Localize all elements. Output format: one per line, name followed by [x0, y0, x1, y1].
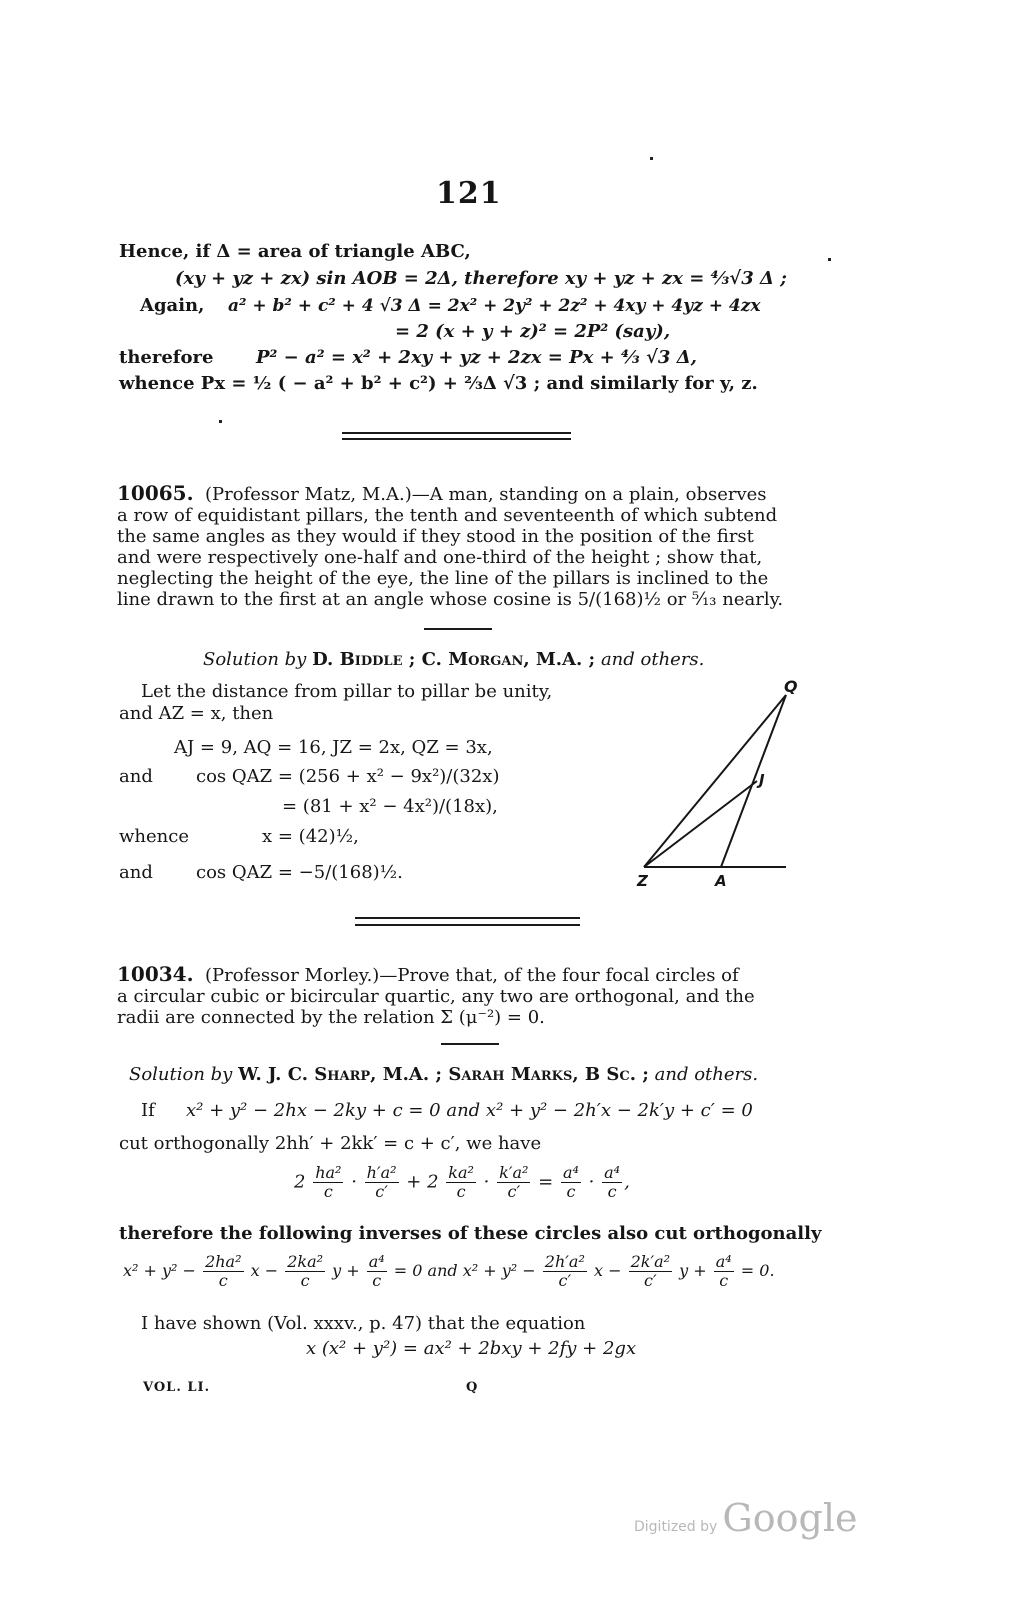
equation-line: (xy + yz + zx) sin AOB = 2Δ, therefore xy + yz + zx = ⁴⁄₃√3 Δ ;	[175, 268, 787, 289]
line-zq	[644, 695, 786, 867]
section-divider	[342, 438, 571, 440]
digitized-label: Digitized by	[634, 1519, 718, 1535]
problem-line: line drawn to the first at an angle whose cosine is 5/(168)½ or ⁵⁄₁₃ nearly.	[117, 589, 784, 610]
operator: =	[538, 1171, 554, 1193]
section-divider	[342, 432, 571, 434]
problem-line: a circular cubic or bicircular quartic, any two are orthogonal, and the	[117, 986, 755, 1007]
solution-line: = (81 + x² − 4x²)/(18x),	[282, 796, 498, 817]
fraction: $\frac{\text{a⁴}}{c}$	[604, 1163, 621, 1201]
coefficient: 2	[294, 1171, 306, 1193]
pillar-line	[721, 695, 786, 867]
fraction: $\frac{\text{a⁴}}{c}$	[715, 1252, 732, 1290]
text-line: whence Px = ½ ( − a² + b² + c²) + ⅔Δ √3 ; and similarly for y, z.	[119, 373, 758, 394]
problem-statement	[117, 964, 803, 1028]
problem-line: (Professor Matz, M.A.)—A man, standing on a plain, observes	[205, 484, 767, 505]
ink-speck	[650, 157, 653, 160]
fraction: $\frac{\text{a⁴}}{c}$	[368, 1252, 385, 1290]
punctuation: ,	[624, 1171, 630, 1193]
fraction: $\frac{\text{k′a²}}{c'}$	[499, 1163, 529, 1201]
solution-by-label: Solution by	[129, 1064, 233, 1085]
solution-line: whence	[119, 826, 189, 847]
fraction: $\frac{\text{2k′a²}}{c'}$	[630, 1252, 671, 1290]
solvers: W. J. C. Sharp, M.A. ; Sarah Marks, B Sc. ;	[238, 1064, 649, 1085]
label-z: Z	[637, 872, 648, 890]
solution-line: x = (42)½,	[262, 826, 359, 847]
problem-line: and were respectively one-half and one-third of the height ; show that,	[117, 547, 763, 568]
volume-footer: VOL. LI.	[143, 1380, 211, 1395]
fraction: $\frac{\text{2ka²}}{c}$	[287, 1252, 324, 1290]
solution-heading	[203, 649, 704, 671]
solution-line: cos QAZ = −5/(168)½.	[196, 862, 403, 883]
signature-mark: Q	[466, 1380, 479, 1395]
fraction: $\frac{\text{h′a²}}{c'}$	[366, 1163, 397, 1201]
solution-line: If	[141, 1100, 155, 1121]
fraction: $\frac{\text{ka²}}{c}$	[448, 1163, 474, 1201]
label-j: J	[759, 771, 765, 789]
problem-statement	[117, 483, 803, 610]
text-line: therefore	[119, 347, 214, 368]
solution-by-label: Solution by	[203, 649, 307, 670]
short-divider	[441, 1043, 499, 1045]
solution-line: cut orthogonally 2hh′ + 2kk′ = c + c′, we have	[119, 1133, 542, 1154]
dot-operator: ·	[483, 1171, 490, 1193]
equation-line: x² + y² − 2hx − 2ky + c = 0 and x² + y² − 2h′x − 2k′y + c′ = 0	[186, 1100, 753, 1121]
equation-line: P² − a² = x² + 2xy + yz + 2zx = Px + ⁴⁄₃ √3 Δ,	[256, 347, 697, 368]
google-logo: Google	[722, 1496, 858, 1540]
ink-speck	[219, 420, 222, 423]
dot-operator: ·	[351, 1171, 357, 1193]
solution-line: cos QAZ = (256 + x² − 9x²)/(32x)	[196, 766, 500, 787]
problem-line: neglecting the height of the eye, the line of the pillars is inclined to the	[117, 568, 769, 589]
fraction: $\frac{\text{a⁴}}{c}$	[562, 1163, 579, 1201]
and-others: and others.	[600, 649, 705, 670]
solution-line: I have shown (Vol. xxxv., p. 47) that the equation	[141, 1313, 586, 1334]
problem-line: (Professor Morley.)—Prove that, of the four focal circles of	[205, 965, 739, 986]
page-number: 121	[436, 176, 502, 211]
label-q: Q	[784, 677, 798, 696]
fraction-equation	[294, 1164, 630, 1201]
dot-operator: ·	[588, 1171, 595, 1193]
solution-heading	[129, 1064, 758, 1086]
solution-line: and	[119, 766, 153, 787]
equation-line: x (x² + y²) = ax² + 2bxy + 2fy + 2gx	[306, 1338, 637, 1359]
digitized-watermark	[634, 1496, 857, 1540]
fraction: $\frac{\text{ha²}}{c}$	[315, 1163, 342, 1201]
section-divider	[355, 924, 580, 926]
solution-line: AJ = 9, AQ = 16, JZ = 2x, QZ = 3x,	[174, 737, 493, 758]
operator: + 2	[406, 1171, 439, 1193]
fraction: $\frac{\text{2ha²}}{c}$	[205, 1252, 242, 1290]
text-line: Again,	[140, 295, 205, 316]
section-divider	[355, 917, 580, 919]
solvers: D. Biddle ; C. Morgan, M.A. ;	[312, 649, 596, 670]
text-line: Hence, if Δ = area of triangle ABC,	[119, 241, 471, 262]
solution-line: and AZ = x, then	[119, 703, 274, 724]
problem-number: 10034.	[117, 962, 194, 986]
pillar-diagram	[620, 670, 805, 895]
solution-line: therefore the following inverses of these circles also cut orthogonally	[119, 1223, 822, 1244]
problem-number: 10065.	[117, 481, 194, 505]
short-divider	[424, 628, 492, 630]
line-zj	[644, 781, 757, 867]
problem-line: a row of equidistant pillars, the tenth and seventeenth of which subtend	[117, 505, 778, 526]
label-a: A	[715, 872, 727, 890]
and-others: and others.	[654, 1064, 759, 1085]
equation-line: = 2 (x + y + z)² = 2P² (say),	[395, 321, 671, 342]
problem-line: radii are connected by the relation Σ (μ⁻²) = 0.	[117, 1007, 545, 1028]
equation-line: a² + b² + c² + 4 √3 Δ = 2x² + 2y² + 2z² + 4xy + 4yz + 4zx	[228, 296, 761, 316]
ink-speck	[828, 258, 831, 261]
fraction: $\frac{\text{2h′a²}}{c'}$	[544, 1252, 585, 1290]
solution-line: Let the distance from pillar to pillar be unity,	[141, 681, 553, 702]
problem-line: the same angles as they would if they stood in the position of the first	[117, 526, 754, 547]
solution-line: and	[119, 862, 153, 883]
inverse-equation: x² + y² − $\frac{\text{2ha²}}{c}$ x − $\frac{\text{2ka²}}{c}$ y + $\frac{\text{a⁴}}{c}$ = 0 and x² + y² − $\frac{\text{2h′a²}}{c'}$ x − $\frac{\text{2k′a²}}{c'}$ y + $\frac{\text{a⁴}}{c}$ = 0.	[123, 1252, 775, 1290]
